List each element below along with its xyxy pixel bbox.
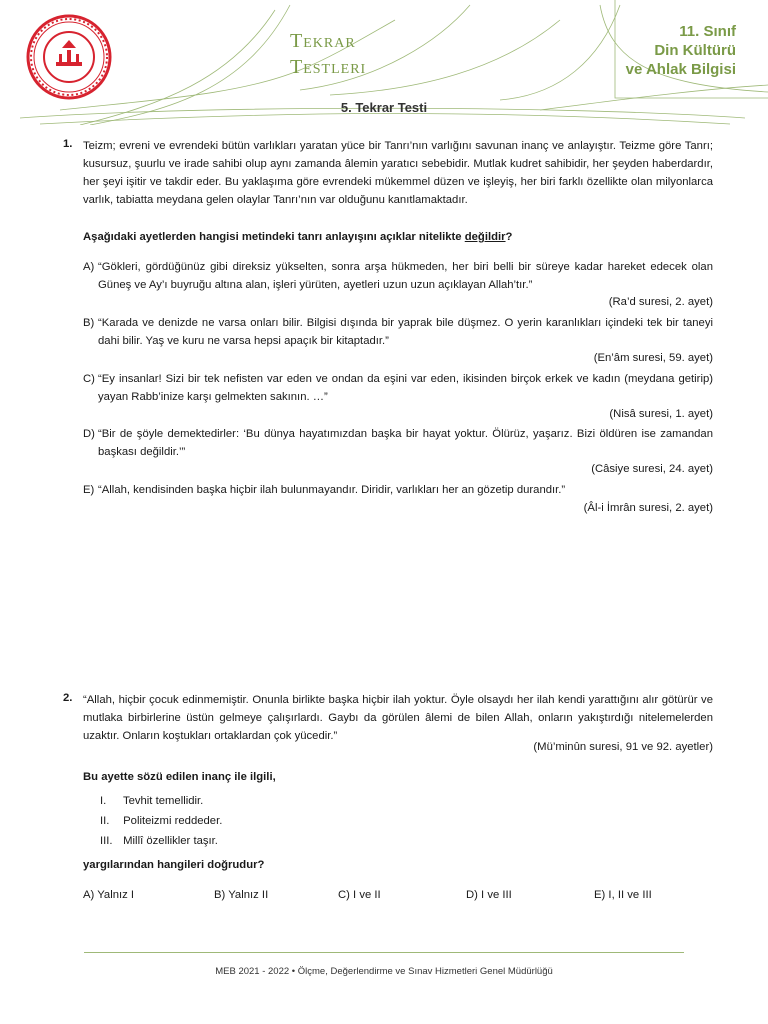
option-source: (Nisâ suresi, 1. ayet) [609, 408, 713, 420]
course-line-3: ve Ahlak Bilgisi [625, 61, 736, 78]
question-2-text: “Allah, hiçbir çocuk edinmemiştir. Onunla birlikte başka hiçbir ilah yoktur. Öyle olsaydı her ilah kendi yarattığını alır götürür ve mutlaka birbirlerine üstün gelmeye çalışırlardı. Gaybı da görülen âlemi de bilen Allah, onların yakıştırdığı nitelemelerden uzaktır. Onların koştukları ortaklardan çok yücedir.” [83, 694, 713, 742]
question-1-prompt [83, 231, 713, 243]
option-letter: A) [83, 261, 95, 273]
statement-numeral: I. [100, 795, 107, 807]
option-text: “Allah, kendisinden başka hiçbir ilah bulunmayandır. Diridir, varlıkları her an gözetip durandır.” [98, 484, 566, 496]
option-source: (Câsiye suresi, 24. ayet) [591, 463, 713, 475]
option-letter: C) [83, 373, 95, 385]
question-1-number: 1. [63, 138, 73, 150]
series-title [290, 28, 390, 80]
question-2-number: 2. [63, 692, 73, 704]
question-1-option-a[interactable] [83, 259, 713, 312]
footer-text: MEB 2021 - 2022 • Ölçme, Değerlendirme ve Sınav Hizmetleri Genel Müdürlüğü [215, 966, 553, 977]
question-2-prompt: yargılarından hangileri doğrudur? [83, 859, 265, 871]
question-2-choice-b[interactable]: B) Yalnız II [214, 889, 269, 901]
option-text: “Karada ve denizde ne varsa onları bilir. Bilgisi dışında bir yaprak bile düşmez. O yerin karanlıkları içindeki tek bir taneyi dahi bilir. Yaş ve kuru ne varsa hepsi apaçık bir kitaptadır.” [98, 317, 713, 347]
course-line-1: 11. Sınıf [679, 23, 736, 40]
option-text: “Gökleri, gördüğünüz gibi direksiz yükselten, sonra arşa hükmeden, her biri belli bir süreye kadar hareket edecek olan Güneş ve Ay’ı buyruğu altına alan, işleri yürüten, ayetleri uzun uzun açıklayan Allah’tır.” [98, 261, 713, 291]
option-text: “Bir de şöyle demektedirler: ‘Bu dünya hayatımızdan başka bir hayat yoktur. Ölürüz, yaşarız. Bizi öldüren ise zamandan başkası değildir.’” [98, 428, 713, 458]
option-letter: E) [83, 484, 95, 496]
statement-text: Politeizmi reddeder. [123, 815, 223, 827]
statement-numeral: II. [100, 815, 110, 827]
question-1-text: Teizm; evreni ve evrendeki bütün varlıkları yaratan yüce bir Tanrı’nın varlığını savunan inanç ve anlayıştır. Teizme göre Tanrı; kusursuz, şuurlu ve irade sahibi olup aynı zamanda âlemin yaratıcı sebebidir. Mutlak kudret sahibidir, her şeyden haberdardır, her şeyi işitir ve takdir eder. Bu yaklaşıma göre evrendeki mükemmel düzen ve işleyiş, her biri farklı özellikte olan milyonlarca varlık, tabiatta meydana gelen olaylar Tanrı’nın var olduğunu kanıtlamaktadır. [83, 140, 713, 206]
question-1-prompt-underlined: değildir [464, 231, 506, 243]
statement-numeral: III. [100, 835, 113, 847]
course-title [536, 22, 736, 79]
statement-1 [100, 795, 203, 807]
option-source: (En’âm suresi, 59. ayet) [593, 352, 713, 364]
statement-text: Tevhit temellidir. [122, 795, 204, 807]
statement-2 [100, 815, 222, 827]
series-line-2: Testleri [290, 56, 367, 78]
question-1-option-b[interactable] [83, 315, 713, 368]
option-source: (Âl-i İmrân suresi, 2. ayet) [583, 501, 713, 514]
question-2-choice-c[interactable]: C) I ve II [338, 889, 381, 901]
question-2-choice-d[interactable]: D) I ve III [466, 889, 512, 901]
course-line-2: Din Kültürü [654, 42, 736, 59]
question-2-choice-a[interactable]: A) Yalnız I [83, 889, 135, 901]
option-letter: D) [83, 428, 95, 440]
option-source: (Ra’d suresi, 2. ayet) [608, 296, 713, 308]
question-1-prompt-post: ? [505, 231, 513, 243]
series-line-1: Tekrar [290, 30, 356, 52]
question-1-option-d[interactable] [83, 426, 713, 479]
statement-text: Millî özellikler taşır. [123, 835, 218, 847]
question-2-lead: Bu ayette sözü edilen inanç ile ilgili, [83, 771, 276, 783]
option-text: “Ey insanlar! Sizi bir tek nefisten var eden ve ondan da eşini var eden, ikisinden birçok erkek ve kadın (meydana getirip) yayan Rabb’inize karşı gelmekten sakının. …” [98, 373, 713, 403]
question-2-source: (Mü’minûn suresi, 91 ve 92. ayetler) [533, 741, 713, 753]
statement-3 [100, 835, 218, 847]
question-1-option-e[interactable] [83, 482, 713, 517]
question-1-prompt-pre: Aşağıdaki ayetlerden hangisi metindeki tanrı anlayışını açıklar nitelikte [83, 231, 465, 243]
question-1-option-c[interactable] [83, 371, 713, 424]
test-title: 5. Tekrar Testi [340, 100, 428, 115]
option-letter: B) [83, 317, 95, 329]
footer-divider [84, 952, 684, 953]
question-2-choice-e[interactable]: E) I, II ve III [594, 889, 652, 901]
meb-seal-logo [26, 14, 112, 100]
